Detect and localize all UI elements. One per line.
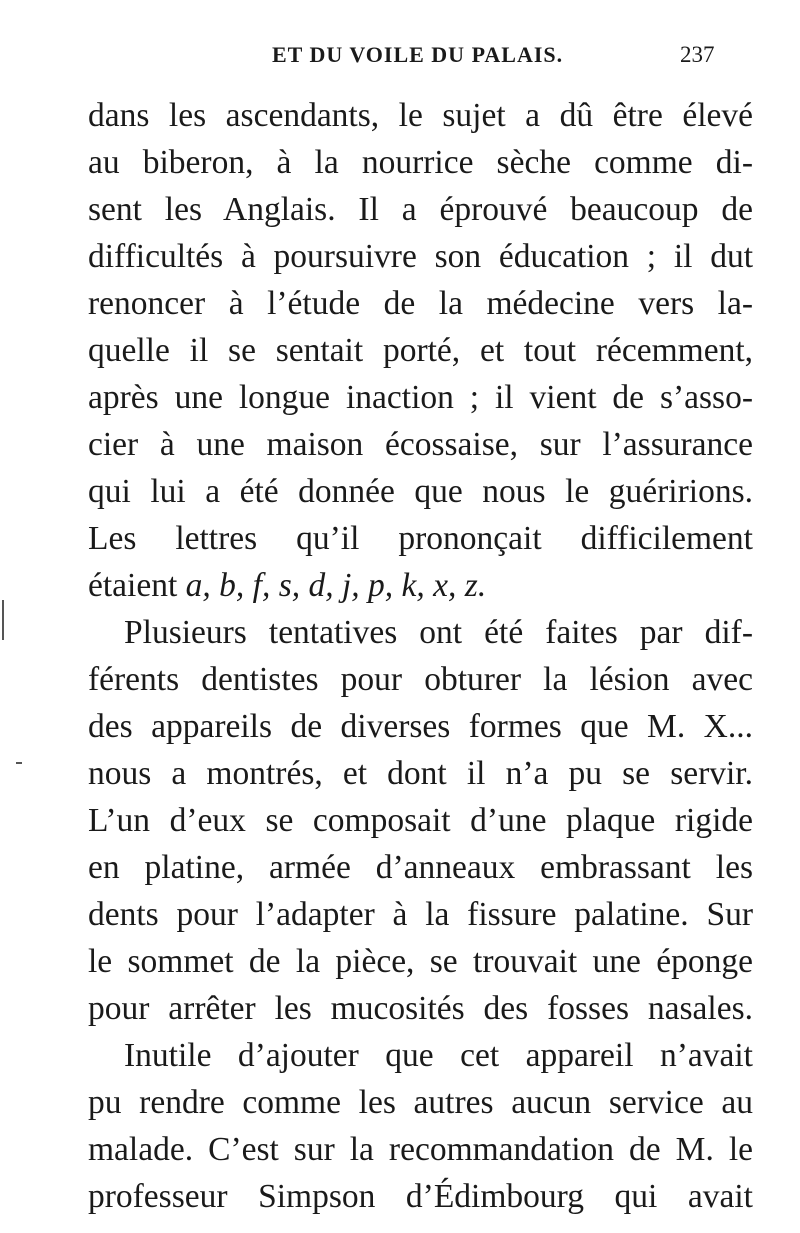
letters-list: a, b, f, s, d, j, p, k, x, z. xyxy=(185,567,487,604)
text-line: Les lettres qu’il prononçait difficilement xyxy=(88,520,753,557)
text-line: au biberon, à la nourrice sèche comme di- xyxy=(88,144,753,181)
text-line: Plusieurs tentatives ont été faites par dif- xyxy=(124,614,753,651)
paragraph-2 xyxy=(88,609,753,1032)
text-line: cier à une maison écossaise, sur l’assurance xyxy=(88,426,753,463)
text-line: pu rendre comme les autres aucun service au xyxy=(88,1084,753,1121)
paragraph-1 xyxy=(88,92,753,609)
text-line: en platine, armée d’anneaux embrassant les xyxy=(88,849,753,886)
paragraph-3 xyxy=(88,1032,753,1220)
text-line: sent les Anglais. Il a éprouvé beaucoup de xyxy=(88,191,753,228)
running-head: ET DU VOILE DU PALAIS. xyxy=(272,42,564,67)
text-line: Inutile d’ajouter que cet appareil n’avait xyxy=(124,1037,753,1074)
page-header xyxy=(0,34,800,74)
text-line: dans les ascendants, le sujet a dû être élevé xyxy=(88,97,753,134)
text-line: pour arrêter les mucosités des fosses nasales. xyxy=(88,990,753,1027)
text-line: malade. C’est sur la recommandation de M. le xyxy=(88,1131,753,1168)
page-number: 237 xyxy=(680,42,715,67)
text-line-letters xyxy=(88,562,753,609)
text-line: qui lui a été donnée que nous le guéririons. xyxy=(88,473,753,510)
body-text xyxy=(88,92,753,1220)
margin-mark xyxy=(2,600,4,640)
text-line: des appareils de diverses formes que M. X... xyxy=(88,708,753,745)
text-line: nous a montrés, et dont il n’a pu se servir. xyxy=(88,755,753,792)
text-line: renoncer à l’étude de la médecine vers la- xyxy=(88,285,753,322)
letters-prefix: étaient xyxy=(88,567,186,604)
text-line: difficultés à poursuivre son éducation ; il dut xyxy=(88,238,753,275)
text-line: après une longue inaction ; il vient de s’asso- xyxy=(88,379,753,416)
margin-mark xyxy=(16,762,22,764)
text-line: professeur Simpson d’Édimbourg qui avait xyxy=(88,1178,753,1215)
text-line: férents dentistes pour obturer la lésion avec xyxy=(88,661,753,698)
text-line: L’un d’eux se composait d’une plaque rigide xyxy=(88,802,753,839)
text-line: le sommet de la pièce, se trouvait une éponge xyxy=(88,943,753,980)
text-line: dents pour l’adapter à la fissure palatine. Sur xyxy=(88,896,753,933)
text-line: quelle il se sentait porté, et tout récemment, xyxy=(88,332,753,369)
